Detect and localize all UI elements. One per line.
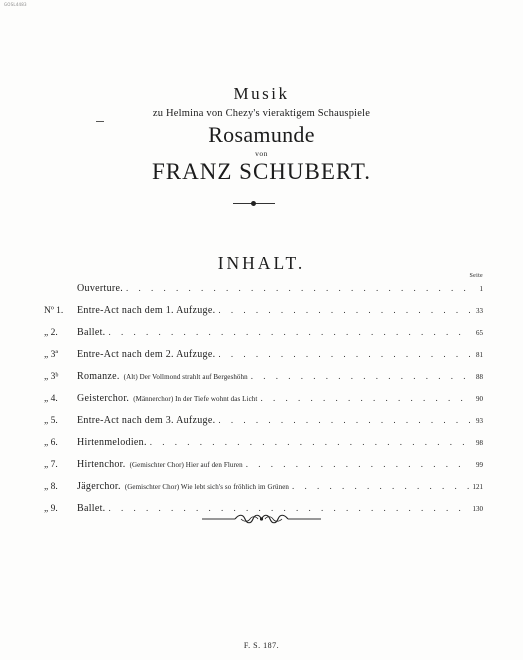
- contents-entry: [44, 481, 483, 503]
- entry-page-number: 81: [476, 351, 483, 359]
- entry-number: „ 6.: [44, 438, 58, 448]
- work-title: Rosamunde: [208, 122, 315, 147]
- entry-title: Entre-Act nach dem 1. Aufzuge.: [77, 305, 216, 316]
- contents-entry: [44, 371, 483, 393]
- entry-title: Jägerchor.: [77, 481, 121, 492]
- contents-entry: [44, 327, 483, 349]
- entry-title: Ballet.: [77, 327, 106, 338]
- contents-entry: [44, 305, 483, 327]
- entry-number: „ 8.: [44, 482, 58, 492]
- entry-page-number: 88: [476, 373, 483, 381]
- entry-page-number: 65: [476, 329, 483, 337]
- contents-heading: INHALT.: [217, 253, 306, 273]
- header-subtitle: zu Helmina von Chezy's vieraktigem Schauspiele: [152, 108, 371, 119]
- entry-number: „ 5.: [44, 416, 58, 426]
- entry-title: Hirtenmelodien.: [77, 437, 147, 448]
- entry-number: „ 3ᵇ: [44, 372, 59, 382]
- dot-leader: [218, 349, 470, 359]
- contents-entry: [44, 437, 483, 459]
- contents-entry: [44, 349, 483, 371]
- entry-title: Romanze.: [77, 371, 120, 382]
- entry-page-number: 130: [472, 505, 483, 513]
- entry-page-number: 93: [476, 417, 483, 425]
- entry-subtitle: (Gemischter Chor) Wie lebt sich's so fröhlich im Grünen: [124, 483, 290, 491]
- dot-leader: [251, 371, 470, 381]
- entry-subtitle: (Gemischter Chor) Hier auf den Fluren: [129, 461, 243, 469]
- table-of-contents: [44, 283, 483, 525]
- dot-leader: [108, 327, 470, 337]
- dot-leader: [246, 459, 470, 469]
- header-musik: Musik: [233, 84, 290, 103]
- dot-leader: [260, 393, 470, 403]
- dot-leader: [218, 305, 470, 315]
- composer-name: FRANZ SCHUBERT.: [152, 159, 371, 184]
- entry-page-number: 98: [476, 439, 483, 447]
- title-divider-dot: [251, 201, 256, 206]
- entry-number: „ 2.: [44, 328, 58, 338]
- entry-title: Geisterchor.: [77, 393, 130, 404]
- entry-number: „ 3ª: [44, 350, 58, 360]
- entry-subtitle: (Alt) Der Vollmond strahlt auf Bergeshöhn: [123, 373, 248, 381]
- entry-title: Ouverture.: [77, 283, 124, 294]
- publisher-plate-number: F. S. 187.: [243, 641, 280, 650]
- entry-title: Entre-Act nach dem 2. Aufzuge.: [77, 349, 216, 360]
- header-von: von: [255, 149, 268, 158]
- entry-number: „ 4.: [44, 394, 58, 404]
- contents-entry: [44, 459, 483, 481]
- page-column-label: Seite: [469, 273, 483, 279]
- entry-page-number: 90: [476, 395, 483, 403]
- entry-subtitle: (Männerchor) In der Tiefe wohnt das Licht: [133, 395, 258, 403]
- entry-page-number: 1: [479, 285, 483, 293]
- contents-entry: [44, 393, 483, 415]
- entry-page-number: 121: [472, 483, 483, 491]
- dot-leader: [150, 437, 470, 447]
- entry-title: Ballet.: [77, 503, 106, 514]
- entry-number: „ 7.: [44, 460, 58, 470]
- entry-number: Nº 1.: [44, 306, 64, 316]
- dot-leader: [126, 283, 470, 293]
- contents-entry: [44, 415, 483, 437]
- ornament-divider-icon: [201, 512, 322, 526]
- entry-page-number: 99: [476, 461, 483, 469]
- dot-leader: [292, 481, 469, 491]
- dot-leader: [218, 415, 470, 425]
- entry-page-number: 33: [476, 307, 483, 315]
- library-shelf-mark: GOSL4483: [4, 2, 27, 7]
- contents-entry: [44, 283, 483, 305]
- entry-title: Hirtenchor.: [77, 459, 126, 470]
- entry-number: „ 9.: [44, 504, 58, 514]
- entry-title: Entre-Act nach dem 3. Aufzuge.: [77, 415, 216, 426]
